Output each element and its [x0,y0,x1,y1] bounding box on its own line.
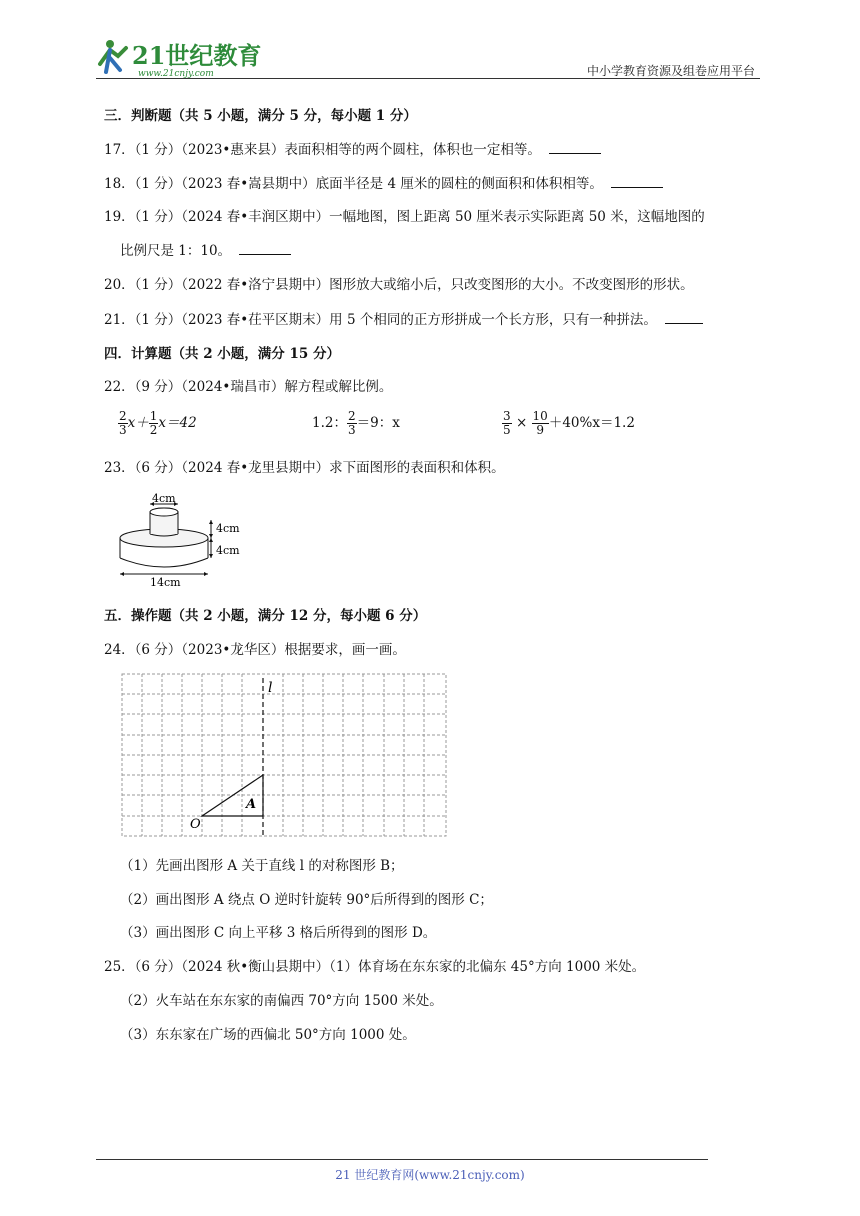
cylinder-figure [116,490,248,588]
footer-divider [96,1159,708,1160]
site-logo [96,34,266,80]
section-3-title: 三．判断题（共 5 小题，满分 5 分，每小题 1 分） [104,108,417,124]
section-5-title: 五．操作题（共 2 小题，满分 12 分，每小题 6 分） [104,608,427,624]
header-divider [96,78,760,79]
section-4-title: 四．计算题（共 2 小题，满分 15 分） [104,346,340,362]
line-l-label: l [268,680,273,696]
shape-a-label: A [246,797,257,812]
question-23: 23．（6 分）（2024 春•龙里县期中）求下面图形的表面积和体积。 [104,460,505,476]
bottom-width-label: 14cm [150,576,181,588]
question-24-part-2: （2）画出图形 A 绕点 O 逆时针旋转 90°后所得到的图形 C； [120,892,493,908]
header-platform-text: 中小学教育资源及组卷应用平台 [586,64,755,78]
logo-url: www.21cnjy.com [138,69,214,79]
equation-3: $\frac{3}{5}$ × $\frac{10}{9}$ ＋40%x＝1.2 [503,409,635,437]
question-24: 24．（6 分）（2023•龙华区）根据要求，画一画。 [104,642,406,658]
question-24-part-3: （3）画出图形 C 向上平移 3 格后所得到的图形 D。 [120,925,437,941]
question-22: 22．（9 分）（2024•瑞昌市）解方程或解比例。 [104,379,393,395]
question-25: 25．（6 分）（2024 秋•衡山县期中）（1）体育场在东东家的北偏东 45°方向 1000 米处。 [104,959,646,975]
answer-blank[interactable] [239,241,291,255]
answer-blank[interactable] [549,140,601,154]
logo-text: 21世纪教育 [132,41,262,70]
equation-2: 1.2： $\frac{2}{3}$ ＝9：x [312,409,400,437]
question-18: 18．（1 分）（2023 春•嵩县期中）底面半径是 4 厘米的圆柱的侧面积和体积相等。 [104,174,663,194]
question-17: 17．（1 分）（2023•惠来县）表面积相等的两个圆柱，体积也一定相等。 [104,140,601,160]
answer-blank[interactable] [611,174,663,188]
answer-blank[interactable] [665,310,703,324]
question-20: 20．（1 分）（2022 春•洛宁县期中）图形放大或缩小后，只改变图形的大小。不改变图形的形状。 [104,277,694,293]
point-o-label: O [190,817,201,832]
question-21: 21．（1 分）（2023 春•茌平区期末）用 5 个相同的正方形拼成一个长方形，只有一种拼法。 [104,310,703,330]
runner-icon [100,40,126,72]
height-bottom-label: 4cm [216,544,240,557]
question-25-part-2: （2）火车站在东东家的南偏西 70°方向 1500 米处。 [120,993,443,1009]
grid-lines [122,674,446,836]
question-25-part-3: （3）东东家在广场的西偏北 50°方向 1000 处。 [120,1027,416,1043]
question-19: 19．（1 分）（2024 春•丰润区期中）一幅地图，图上距离 50 厘米表示实际距离 50 米，这幅地图的 [104,209,705,225]
question-19-cont: 比例尺是 1：10。 [120,241,291,261]
equation-1: $\frac{2}{3}$ x＋ $\frac{1}{2}$ x＝42 [119,409,197,437]
grid-figure[interactable] [118,668,454,844]
height-top-label: 4cm [216,522,240,535]
footer-link[interactable]: 21 世纪教育网(www.21cnjy.com) [335,1168,525,1182]
question-24-part-1: （1）先画出图形 A 关于直线 l 的对称图形 B； [120,858,404,874]
top-width-label: 4cm [152,492,176,505]
